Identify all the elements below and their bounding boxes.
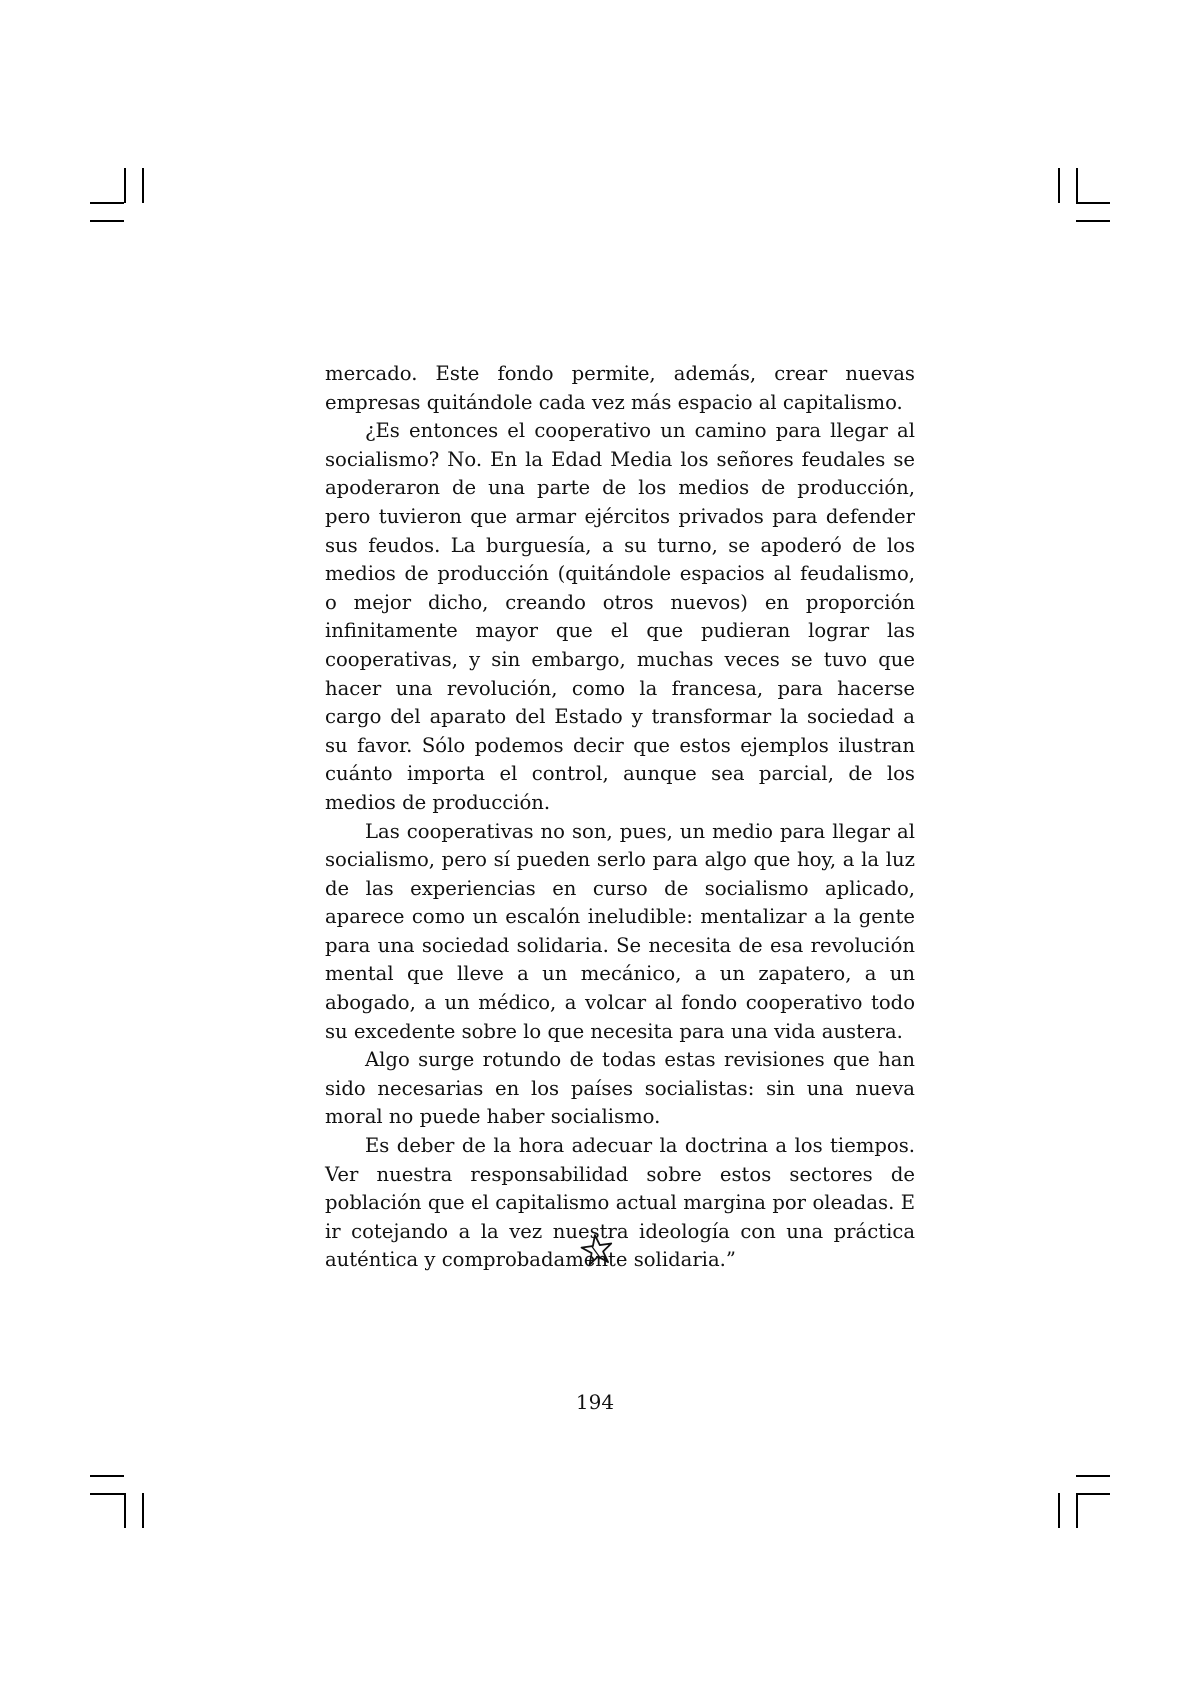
crop-mark-top-left-horizontal [90, 202, 124, 204]
star-outline-icon [580, 1233, 614, 1267]
crop-mark-top-left-horizontal-outer [90, 220, 124, 222]
body-text [325, 360, 915, 1275]
crop-mark-bottom-right-vertical [1076, 1493, 1078, 1528]
crop-mark-top-right-horizontal [1076, 202, 1110, 204]
paragraph: ¿Es entonces el cooperativo un camino para llegar al socialismo? No. En la Edad Media los señores feudales se apoderaron de una parte de los medios de producción, pero tuvieron que armar ejércitos privados para defender sus feudos. La burguesía, a su turno, se apoderó de los medios de producción (quitándole espacios al feudalismo, o mejor dicho, creando otros nuevos) en proporción infinitamente mayor que el que pudieran lograr las cooperativas, y sin embargo, muchas veces se tuvo que hacer una revolución, como la francesa, para hacerse cargo del aparato del Estado y transformar la sociedad a su favor. Sólo podemos decir que estos ejemplos ilustran cuánto importa el control, aunque sea parcial, de los medios de producción. [325, 419, 915, 814]
crop-mark-top-left-vertical [124, 168, 126, 203]
paragraph-continuation: mercado. Este fondo permite, además, crear nuevas empresas quitándole cada vez más espacio al capitalismo. [325, 362, 915, 414]
crop-mark-bottom-right-horizontal-outer [1076, 1475, 1110, 1477]
crop-mark-bottom-left-horizontal-outer [90, 1475, 124, 1477]
crop-mark-bottom-left-vertical [124, 1493, 126, 1528]
crop-mark-top-right-vertical [1076, 168, 1078, 203]
crop-mark-top-left-vertical-outer [142, 168, 144, 203]
crop-mark-bottom-left-vertical-outer [142, 1493, 144, 1528]
paragraph: Algo surge rotundo de todas estas revisiones que han sido necesarias en los países socialistas: sin una nueva moral no puede haber socialismo. [325, 1048, 915, 1129]
page-number: 194 [575, 1390, 615, 1414]
crop-mark-top-right-vertical-outer [1058, 168, 1060, 203]
crop-mark-top-right-horizontal-outer [1076, 220, 1110, 222]
crop-mark-bottom-left-horizontal [90, 1493, 124, 1495]
paragraph: Es deber de la hora adecuar la doctrina a los tiempos. Ver nuestra responsabilidad sobre estos sectores de población que el capitalismo actual margina por oleadas. E ir cotejando a la vez nuestra ideología con una práctica auténtica y comprobadamente solidaria.” [325, 1134, 915, 1272]
paragraph: Las cooperativas no son, pues, un medio para llegar al socialismo, pero sí pueden serlo para algo que hoy, a la luz de las experiencias en curso de socialismo aplicado, aparece como un escalón ineludible: mentalizar a la gente para una sociedad solidaria. Se necesita de esa revolución mental que lleve a un mecánico, a un zapatero, a un abogado, a un médico, a volcar al fondo cooperativo todo su excedente sobre lo que necesita para una vida austera. [325, 819, 915, 1043]
crop-mark-bottom-right-vertical-outer [1058, 1493, 1060, 1528]
crop-mark-bottom-right-horizontal [1076, 1493, 1110, 1495]
